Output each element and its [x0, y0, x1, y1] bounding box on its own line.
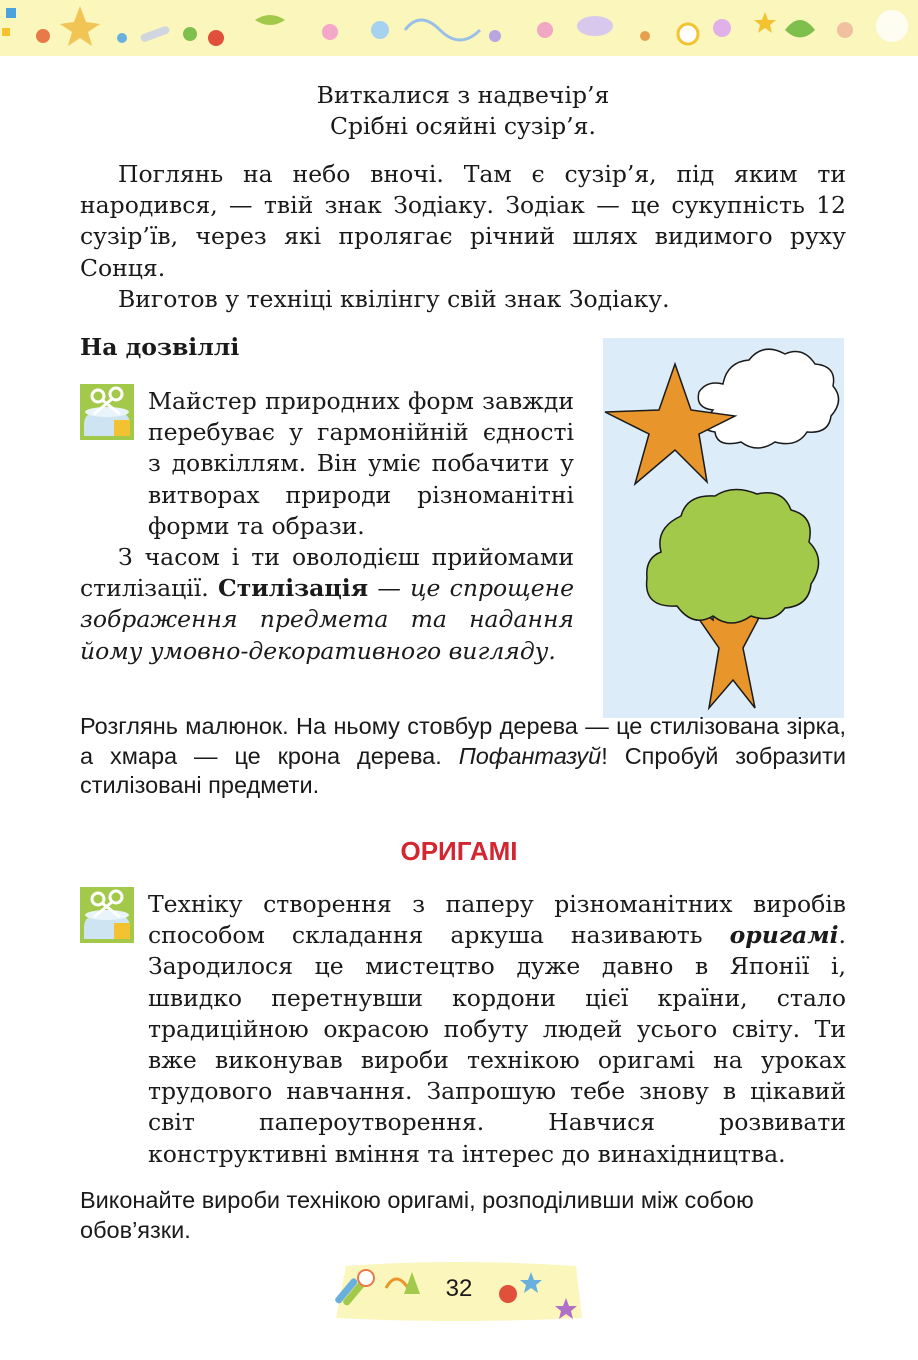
look-text-end: ! Спробуй зобразити стилізовані предмети.: [80, 742, 846, 798]
origami-title: ОРИГАМІ: [400, 836, 518, 866]
master-paragraph: [80, 386, 574, 542]
origami-text-start: Техніку створення з паперу різноманітних виробів способом складання аркуша називають: [148, 890, 846, 950]
master-paragraph-text: Майстер природних форм завжди перебуває у гармонійній єдності з довкіллям. Він уміє побачити у витворах природи різноманітні форми та образи.: [148, 387, 574, 540]
look-italic: Пофантазуй: [458, 742, 602, 769]
stylization-illustration: [603, 338, 844, 718]
origami-paragraph: [80, 889, 846, 1170]
star-icon: [605, 364, 735, 484]
stylization-dash: —: [368, 574, 411, 603]
look-text-start: Розглянь малюнок. На ньому стовбур дерева — це стилізована зірка, а хмара — це крона дерева.: [80, 713, 846, 769]
zodiac-section: [80, 159, 846, 315]
leisure-heading: На дозвіллі: [80, 333, 240, 361]
stylization-term: Стилізація: [217, 574, 369, 603]
zodiac-task: Виготов у техніці квілінгу свій знак Зодіаку.: [118, 284, 670, 313]
stylization-paragraph: [80, 542, 574, 667]
stylization-text-start: З часом і ти оволодієш прийомами стилізації.: [80, 543, 574, 603]
page-number: 32: [445, 1275, 473, 1302]
look-paragraph: [80, 712, 846, 801]
stylization-section: [80, 386, 574, 667]
tree-icon: [647, 489, 819, 708]
decorative-border-icon: [0, 0, 918, 56]
stylization-definition: це спрощене зображення предмета та надання йому умовно-декоративного вигляду.: [80, 574, 574, 665]
poem-line-1: Виткалися з надвечір’я: [316, 81, 610, 109]
origami-term: оригамі: [729, 921, 839, 950]
origami-task: Виконайте вироби технікою оригамі, розподіливши між собою обов’язки.: [80, 1187, 754, 1243]
origami-paragraph-text: [80, 889, 846, 1170]
zodiac-paragraph: Поглянь на небо вночі. Там є сузір’я, під яким ти народився, — твій знак Зодіаку. Зодіак — це сукупність 12 сузір’їв, через які пролягає річний шлях видимого руху Сонця.: [80, 160, 846, 282]
cloud-icon: [698, 349, 838, 448]
top-decorative-border: [0, 0, 918, 56]
poem: [80, 80, 846, 142]
poem-line-2: Срібні осяйні сузір’я.: [330, 112, 596, 141]
origami-text-rest: . Зародилося це мистецтво дуже давно в Японії і, швидко перетнувши кордони цієї країни, стало традиційною окрасою побуту людей усього світу. Ти вже виконував вироби технікою оригамі на уроках трудового навчання. Запрошую тебе знову в цікавий світ папероутворення. Навчися розвивати конструктивні вміння та інтерес до винахідництва.: [148, 921, 846, 1168]
